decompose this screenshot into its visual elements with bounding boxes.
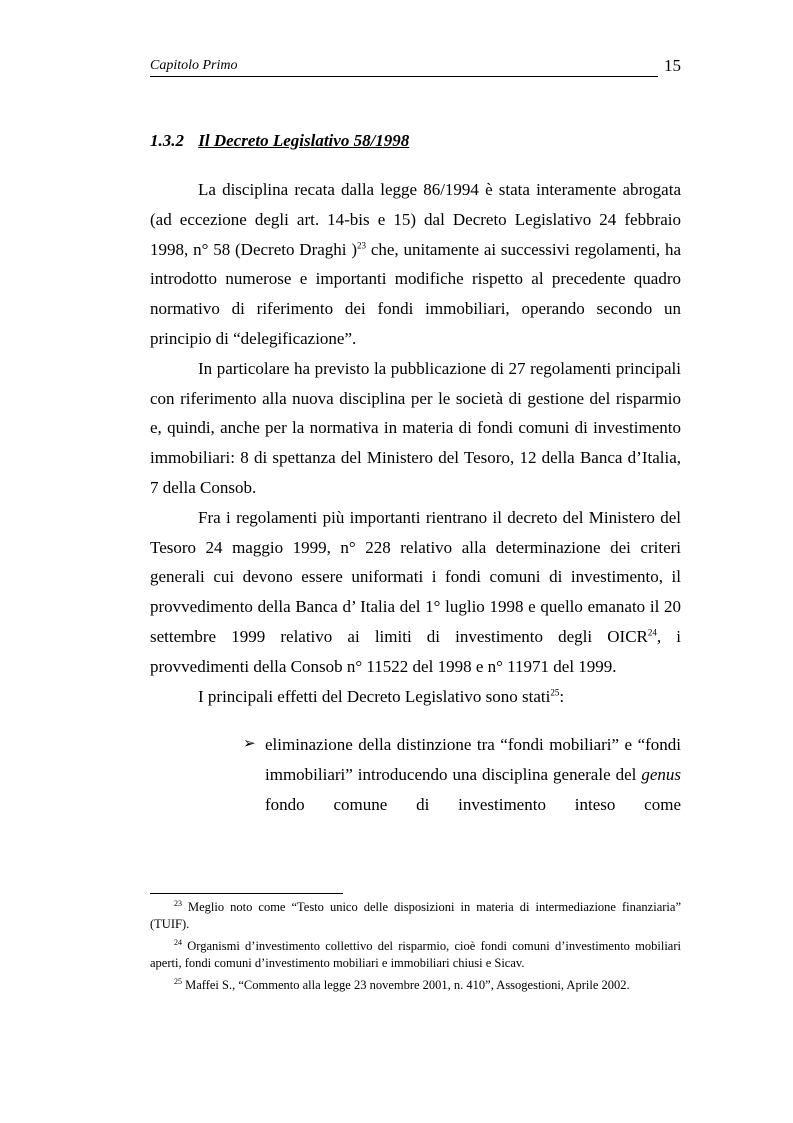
footnote-number: 25 bbox=[174, 976, 182, 986]
footnote-text: Meglio noto come “Testo unico delle disposizioni in materia di intermediazione finanziaria” (TUIF). bbox=[150, 900, 681, 931]
footnote-text: Organismi d’investimento collettivo del risparmio, cioè fondi comuni d’investimento mobiliari aperti, fondi comuni d’investimento mobiliari e immobiliari chiusi e Sicav. bbox=[150, 939, 681, 970]
paragraph-4-text-a: I principali effetti del Decreto Legislativo sono stati bbox=[198, 686, 551, 706]
header-rule bbox=[150, 76, 658, 77]
paragraph-4-text-b: : bbox=[559, 686, 565, 706]
footnote-ref-24[interactable]: 24 bbox=[647, 627, 657, 638]
bullet-item bbox=[243, 730, 681, 819]
footnote-separator bbox=[150, 893, 343, 894]
page-number: 15 bbox=[664, 56, 681, 75]
bullet-text bbox=[265, 730, 681, 819]
arrow-bullet-icon: ➢ bbox=[243, 736, 256, 752]
paragraph-2: In particolare ha previsto la pubblicazione di 27 regolamenti principali con riferimento alla nuova disciplina per le società di gestione del risparmio e, quindi, anche per la normativa in materia di fondi comuni di investimento immobiliari: 8 di spettanza del Ministero del Tesoro, 12 della Banca d’Italia, 7 della Consob. bbox=[150, 358, 681, 497]
footnotes bbox=[150, 899, 681, 1000]
paragraph-4 bbox=[150, 682, 681, 712]
footnote-24 bbox=[150, 938, 681, 971]
paragraph-1 bbox=[150, 175, 681, 354]
paragraph-1-text-b: che, unitamente ai successivi regolamenti, ha introdotto numerose e importanti modifiche rispetto al precedente quadro normativo di riferimento dei fondi immobiliari, operando secondo un principio di “delegificazione”. bbox=[150, 239, 681, 348]
section-heading bbox=[150, 131, 409, 151]
footnote-ref-23[interactable]: 23 bbox=[357, 239, 366, 250]
footnote-number: 24 bbox=[174, 937, 182, 947]
paragraph-1-text-a: La disciplina recata dalla legge 86/1994 è stata interamente abrogata (ad eccezione degli art. 14-bis e 15) dal Decreto Legislativo 24 febbraio 1998, n° 58 (Decreto Draghi ) bbox=[150, 180, 681, 259]
body-text bbox=[150, 175, 681, 711]
section-title: Il Decreto Legislativo 58/1998 bbox=[198, 131, 410, 150]
footnote-ref-25[interactable]: 25 bbox=[550, 686, 560, 697]
bullet-text-genus: genus bbox=[641, 764, 681, 784]
paragraph-3-text-b: , i provvedimenti della Consob n° 11522 del 1998 e n° 11971 del 1999. bbox=[150, 626, 682, 676]
paragraph-3 bbox=[150, 503, 681, 682]
chapter-title: Capitolo Primo bbox=[150, 58, 238, 73]
footnote-23 bbox=[150, 899, 681, 932]
page-header bbox=[150, 56, 681, 78]
bullet-text-a: eliminazione della distinzione tra “fondi mobiliari” e “fondi immobiliari” introducendo una disciplina generale del bbox=[265, 735, 681, 784]
footnote-number: 23 bbox=[174, 898, 182, 908]
paragraph-3-text-a: Fra i regolamenti più importanti rientrano il decreto del Ministero del Tesoro 24 maggio 1999, n° 228 relativo alla determinazione dei criteri generali cui devono essere uniformati i fondi comuni di investimento, il provvedimento della Banca d’ Italia del 1° luglio 1998 e quello emanato il 20 settembre 1999 relativo ai limiti di investimento degli OICR bbox=[150, 507, 681, 646]
bullet-text-b: fondo comune di investimento inteso come bbox=[265, 794, 681, 814]
footnote-25 bbox=[150, 977, 681, 994]
section-number: 1.3.2 bbox=[150, 131, 184, 150]
footnote-text: Maffei S., “Commento alla legge 23 novembre 2001, n. 410”, Assogestioni, Aprile 2002. bbox=[182, 978, 630, 992]
